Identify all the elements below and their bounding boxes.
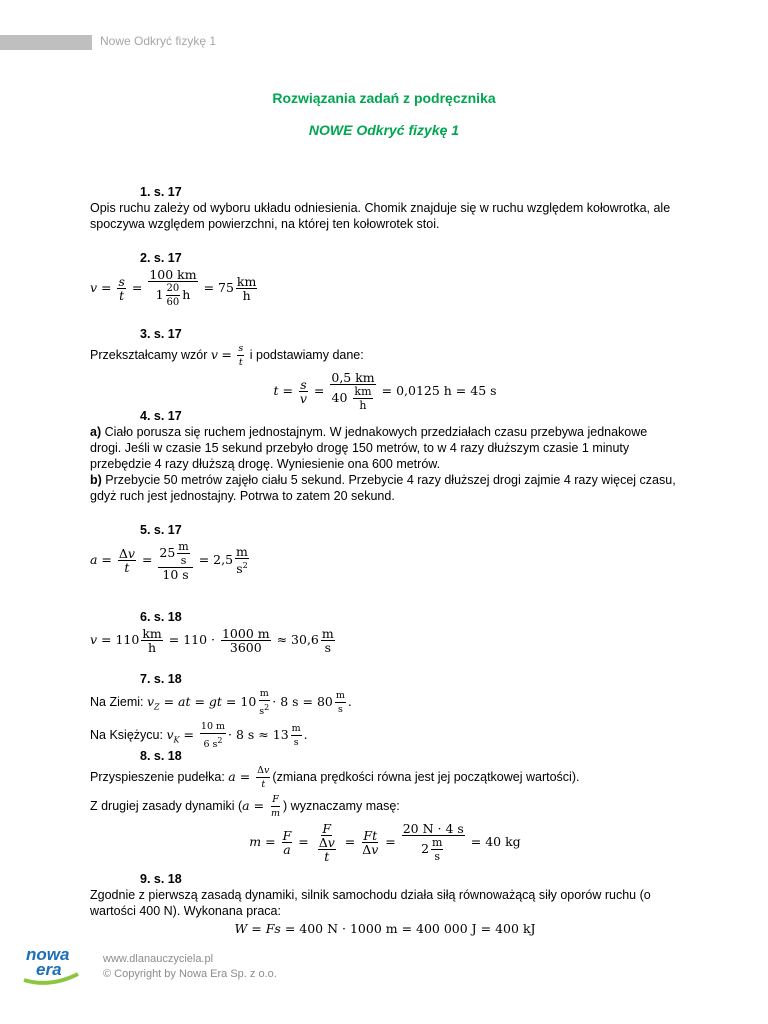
section-1 <box>90 184 680 232</box>
section-4 <box>90 408 680 504</box>
section-number: 1. s. 17 <box>140 185 182 199</box>
section-7 <box>90 671 680 751</box>
document-title: Rozwiązania zadań z podręcznika <box>272 90 496 106</box>
section-number: 6. s. 18 <box>140 610 182 624</box>
section-number: 3. s. 17 <box>140 327 182 341</box>
logo-text-line1: nowa <box>26 945 70 964</box>
footer-copyright: © Copyright by Nowa Era Sp. z o.o. <box>103 968 277 980</box>
section-text <box>90 472 680 504</box>
label: Na Ziemi: <box>90 695 144 710</box>
section-number: 4. s. 17 <box>140 409 182 423</box>
label: a) <box>90 425 102 439</box>
text: i podstawiamy dane: <box>249 347 364 362</box>
formula: v = 110 $\frac{km}{h}$ = 110 · $\frac{1000 m}{3600}$ ≈ 30,6 $\frac{m}{s}$ <box>90 626 334 655</box>
text: Z drugiej zasady dynamiki ( <box>90 799 243 813</box>
formula-line: Na Księżycu: $v_K$ = $\frac{10 m}{6 s^2}$ · 8 s ≈ 13 $\frac{m}{s}$ . <box>90 721 308 751</box>
section-6 <box>90 609 680 654</box>
section-8 <box>90 748 680 863</box>
section-3 <box>90 326 680 412</box>
text: Przebycie 50 metrów zajęło ciału 5 sekund. Przebycie 4 razy dłuższej drogi zajmie 4 razy więcej czasu, gdyż ruch jest jednostajny. Potrwa to zatem 20 sekund. <box>90 473 676 503</box>
section-text: Przyspieszenie pudełka: a = $\frac{\Delta v}{t}$ (zmiana prędkości równa jest jej początkowej wartości). <box>90 765 580 790</box>
footer-url[interactable]: www.dlanauczyciela.pl <box>103 953 214 965</box>
text: ) wyznaczamy masę: <box>283 799 400 813</box>
formula: t = $\frac{s}{v}$ = 0,5 km 40 $\frac{km}{h}$ = 0,0125 h = 45 s <box>273 370 497 412</box>
section-number: 9. s. 18 <box>140 872 182 886</box>
header-title: Nowe Odkryć fizykę 1 <box>100 34 217 48</box>
section-number: 5. s. 17 <box>140 523 182 537</box>
document-subtitle: NOWE Odkryć fizykę 1 <box>308 122 460 138</box>
section-text: Zgodnie z pierwszą zasadą dynamiki, silnik samochodu działa siłą równoważącą siły oporów ruchu (o wartości 400 N). Wykonana praca: <box>90 888 651 918</box>
logo-text-line2: era <box>36 960 62 979</box>
section-text: Przekształcamy wzór v = $\frac{s}{t}$ i podstawiamy dane: <box>90 343 364 368</box>
section-text <box>90 424 680 472</box>
section-2 <box>90 250 680 309</box>
formula: m = $\frac{F}{a}$ = $\frac{F}{\frac{\Delta v}{t}}$ = $\frac{Ft}{\Delta v}$ = 20 N · 4 s 2 $\frac{m}{s}$ = 40 kg <box>249 821 521 864</box>
label: b) <box>90 473 102 487</box>
nowa-era-logo <box>22 944 82 986</box>
formula: v = $\frac{s}{t}$ = 100 km 1 $\frac{20}{60}$ h = 75 $\frac{km}{h}$ <box>90 267 257 308</box>
text: Ciało porusza się ruchem jednostajnym. W jednakowych przedziałach czasu przebywa jednakowe drogi. Jeśli w czasie 15 sekund przebyło drogę 150 metrów, to w 4 razy dłuższym czasie 1 minuty przebędzie 4 razy dłuższą drogę. Wyniesienie ona 600 metrów. <box>90 425 648 471</box>
section-text: Opis ruchu zależy od wyboru układu odniesienia. Chomik znajduje się w ruchu względem kołowrotka, ale spoczywa względem powierzchni, na której ten kołowrotek stoi. <box>90 201 671 231</box>
section-text: Z drugiej zasady dynamiki (a = $\frac{F}{m}$ ) wyznaczamy masę: <box>90 794 400 819</box>
section-number: 7. s. 18 <box>140 672 182 686</box>
section-number: 8. s. 18 <box>140 749 182 763</box>
formula: a = $\frac{\Delta v}{t}$ = 25 $\frac{m}{s}$ 10 s = 2,5 $\frac{m}{s^2}$ <box>90 540 248 582</box>
section-9 <box>90 871 680 936</box>
label: Na Księżycu: <box>90 728 163 743</box>
text: Przyspieszenie pudełka: <box>90 770 225 784</box>
text: Przekształcamy wzór <box>90 347 208 362</box>
formula-line: Na Ziemi: $v_Z$ = at = gt = 10 $\frac{m}{s^2}$ · 8 s = 80 $\frac{m}{s}$ . <box>90 688 352 718</box>
header-bar <box>0 35 92 50</box>
formula: W = Fs = 400 N · 1000 m = 400 000 J = 400 kJ <box>234 921 536 936</box>
section-number: 2. s. 17 <box>140 251 182 265</box>
section-5 <box>90 522 680 581</box>
text: (zmiana prędkości równa jest jej początkowej wartości). <box>272 770 580 784</box>
